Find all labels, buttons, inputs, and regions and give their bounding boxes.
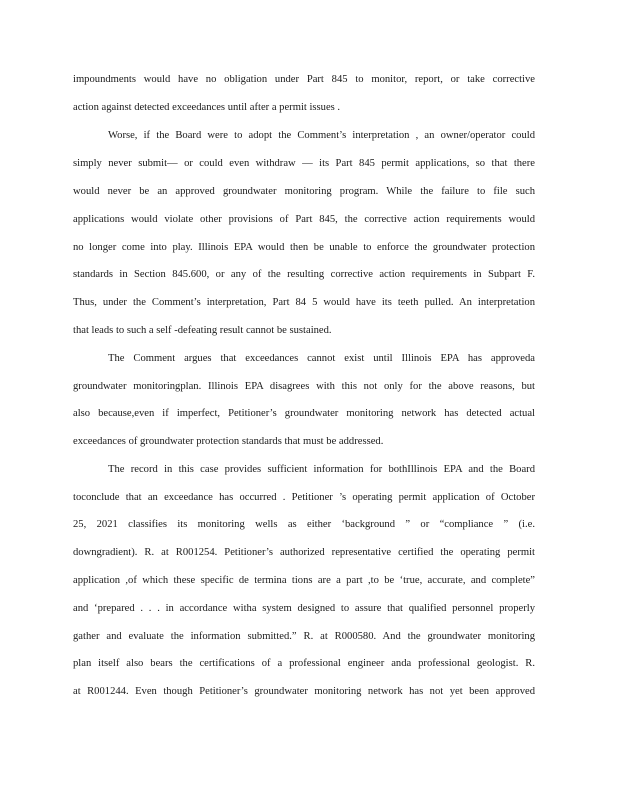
text-line: action against detected exceedances until after a permit issues . (73, 102, 341, 113)
text-line: plan itself also bears the certifications of a professional engineer anda professional geologist. R. (73, 658, 535, 669)
text-line: Thus, under the Comment’s interpretation, Part 84 5 would have its teeth pulled. An interpretation (73, 297, 535, 308)
text-line: would never be an approved groundwater monitoring program. While the failure to file such (73, 186, 535, 197)
text-line: that leads to such a self -defeating result cannot be sustained. (73, 325, 332, 336)
text-line: impoundments would have no obligation under Part 845 to monitor, report, or take corrective (73, 74, 535, 85)
text-line: and ‘prepared . . . in accordance witha system designed to assure that qualified personnel properly (73, 603, 535, 614)
text-line: toconclude that an exceedance has occurred . Petitioner ’s operating permit application of October (73, 492, 535, 503)
text-line: at R001244. Even though Petitioner’s groundwater monitoring network has not yet been approved (73, 686, 535, 697)
text-line: The Comment argues that exceedances cannot exist until Illinois EPA has approveda (108, 353, 535, 364)
text-line: simply never submit— or could even withdraw — its Part 845 permit applications, so that there (73, 158, 535, 169)
text-line: 25, 2021 classifies its monitoring wells as either ‘background ” or “compliance ” (i.e. (73, 519, 535, 530)
text-line: downgradient). R. at R001254. Petitioner’s authorized representative certified the operating permit (73, 547, 535, 558)
text-line: The record in this case provides sufficient information for bothIllinois EPA and the Board (108, 464, 535, 475)
text-line: groundwater monitoringplan. Illinois EPA disagrees with this not only for the above reasons, but (73, 381, 535, 392)
text-line: applications would violate other provisions of Part 845, the corrective action requirements would (73, 214, 535, 225)
text-line: application ,of which these specific de termina tions are a part ,to be ‘true, accurate, and complete” (73, 575, 535, 586)
text-line: Worse, if the Board were to adopt the Comment’s interpretation , an owner/operator could (108, 130, 535, 141)
text-line: no longer come into play. Illinois EPA would then be unable to enforce the groundwater protection (73, 242, 535, 253)
text-line: exceedances of groundwater protection standards that must be addressed. (73, 436, 384, 447)
text-line: gather and evaluate the information submitted.” R. at R000580. And the groundwater monitoring (73, 631, 535, 642)
text-line: also because,even if imperfect, Petitioner’s groundwater monitoring network has detected actual (73, 408, 535, 419)
text-line: standards in Section 845.600, or any of the resulting corrective action requirements in Subpart F. (73, 269, 535, 280)
